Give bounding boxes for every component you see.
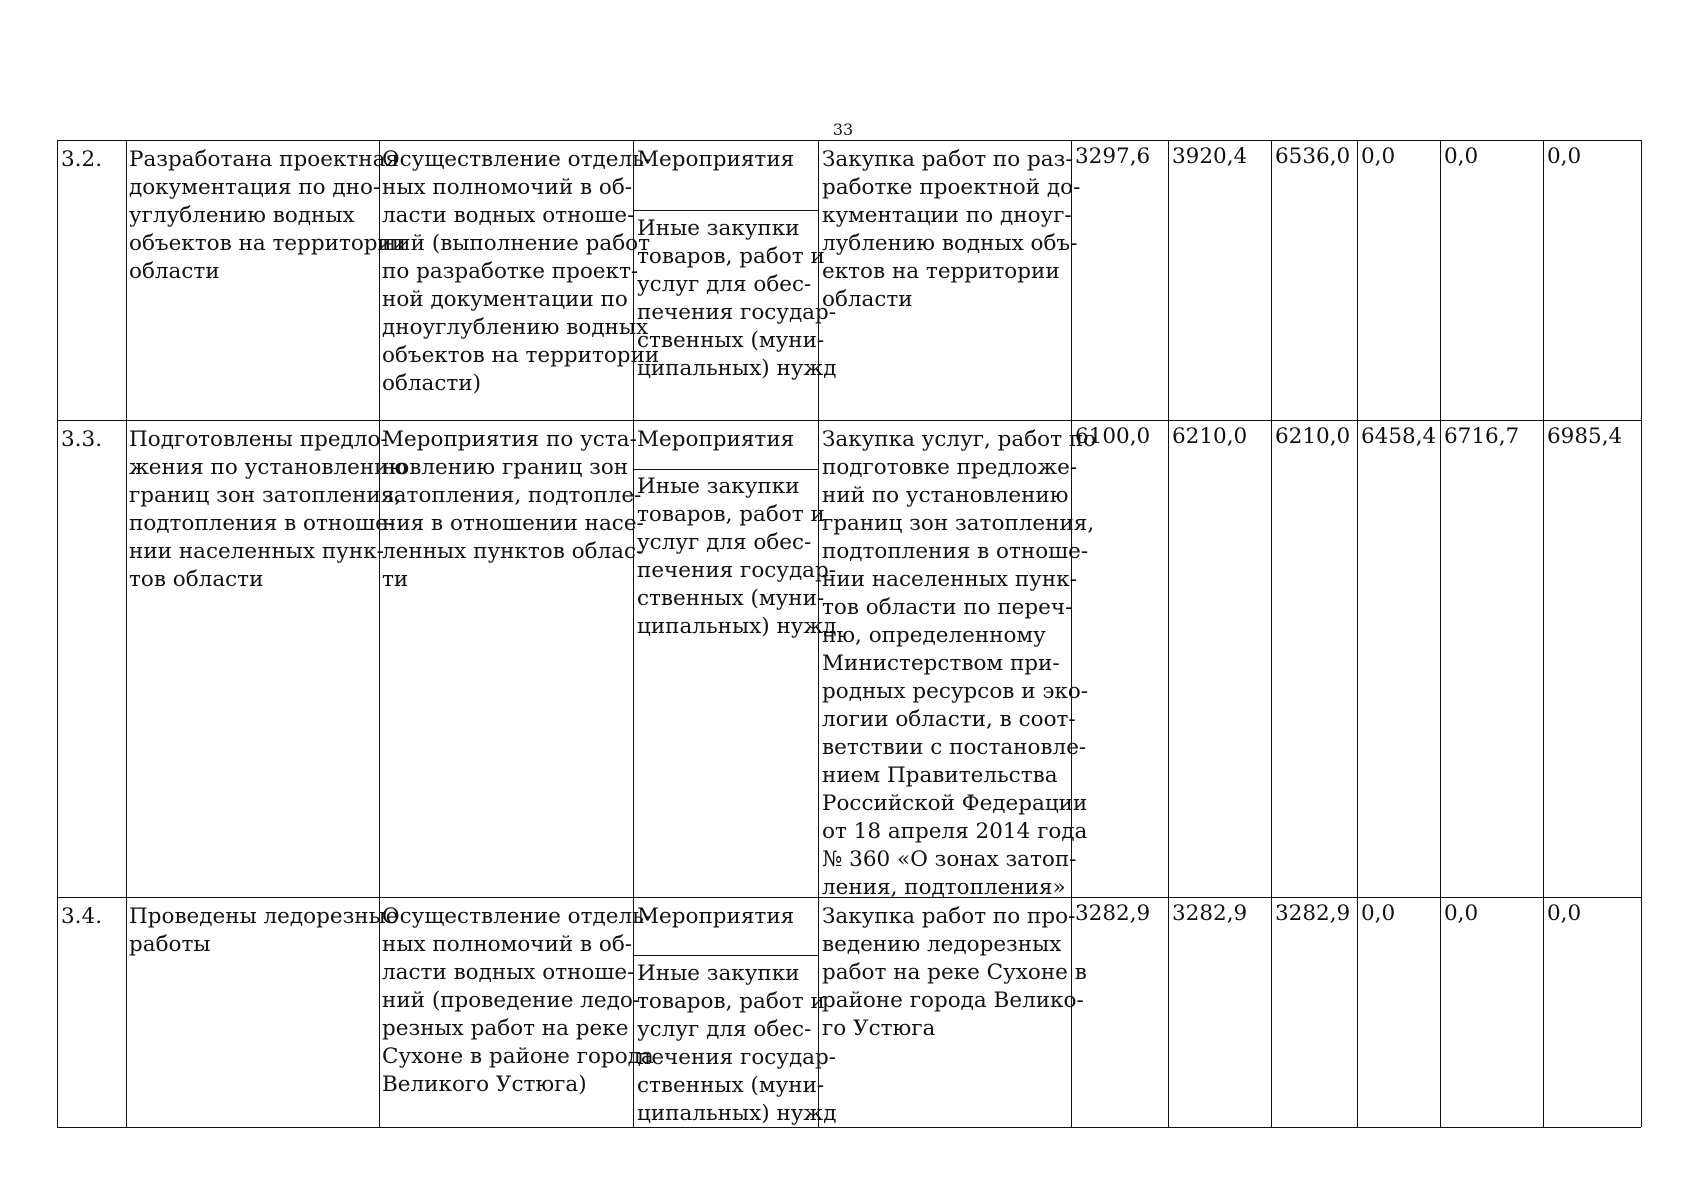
value-year-1: 6100,0 (1075, 424, 1151, 449)
type-label: Мероприятия (637, 147, 795, 172)
column-divider (1168, 140, 1169, 1127)
result-text: Проведены ледорезные работы (129, 904, 399, 957)
column-divider (126, 140, 127, 1127)
measure-text: Осуществление отдель- ных полномочий в об- ласти водных отноше- ний (выполнение работ по разработке проект- ной документации по дноуглублению водных объектов на территории области) (382, 147, 660, 396)
value-year-1: 3297,6 (1075, 144, 1151, 169)
measure-text: Мероприятия по уста- новлению границ зон затопления, подтопле- ния в отношении насе- ленных пунктов облас- ти (382, 427, 644, 592)
description-text: Закупка услуг, работ по подготовке предложе- ний по установлению границ зон затопления, подтопления в отноше- нии населенных пунк- тов области по переч- ню, определенному Министерством при- родных ресурсов и эко- логии области, в соот- ветствии с постановле- нием Правительства Российской Федерации от 18 апреля 2014 года № 360 «О зонах затоп- ления, подтопления» (822, 427, 1097, 900)
value-year-2: 6210,0 (1172, 424, 1248, 449)
row-divider (57, 420, 1641, 421)
value-year-3: 6210,0 (1275, 424, 1351, 449)
value-year-6: 0,0 (1547, 901, 1582, 926)
row-number: 3.3. (61, 427, 103, 452)
type-detail: Иные закупки товаров, работ и услуг для обес- печения государ- ственных (муни- ципальных) нужд (637, 216, 837, 381)
column-divider (379, 140, 380, 1127)
type-cell-divider (633, 210, 818, 211)
row-number: 3.2. (61, 147, 103, 172)
description-text: Закупка работ по про- ведению ледорезных работ на реке Сухоне в районе города Велико- го Устюга (822, 904, 1087, 1041)
column-divider (1440, 140, 1441, 1127)
result-text: Подготовлены предло- жения по установлению границ зон затопления, подтопления в отноше- нии населенных пунк- тов области (129, 427, 408, 592)
type-cell-divider (633, 469, 818, 470)
value-year-5: 6716,7 (1444, 424, 1520, 449)
type-detail: Иные закупки товаров, работ и услуг для обес- печения государ- ственных (муни- ципальных) нужд (637, 961, 837, 1126)
column-divider (1357, 140, 1358, 1127)
table-right-border (1641, 140, 1642, 1127)
value-year-3: 3282,9 (1275, 901, 1351, 926)
value-year-2: 3282,9 (1172, 901, 1248, 926)
value-year-4: 6458,4 (1361, 424, 1437, 449)
column-divider (1271, 140, 1272, 1127)
value-year-4: 0,0 (1361, 901, 1396, 926)
value-year-5: 0,0 (1444, 901, 1479, 926)
type-label: Мероприятия (637, 904, 795, 929)
value-year-6: 0,0 (1547, 144, 1582, 169)
value-year-6: 6985,4 (1547, 424, 1623, 449)
table-left-border (57, 140, 58, 1127)
type-cell-divider (633, 955, 818, 956)
result-text: Разработана проектная документация по дно- углублению водных объектов на территории области (129, 147, 407, 284)
value-year-1: 3282,9 (1075, 901, 1151, 926)
measure-text: Осуществление отдель- ных полномочий в об- ласти водных отноше- ний (проведение ледо- резных работ на реке Сухоне в районе города Великого Устюга) (382, 904, 654, 1097)
type-label: Мероприятия (637, 427, 795, 452)
value-year-2: 3920,4 (1172, 144, 1248, 169)
value-year-3: 6536,0 (1275, 144, 1351, 169)
value-year-5: 0,0 (1444, 144, 1479, 169)
table-top-border (57, 140, 1641, 141)
table-bottom-border (57, 1127, 1641, 1128)
description-text: Закупка работ по раз- работке проектной до- кументации по дноуг- лублению водных объ- ектов на территории области (822, 147, 1081, 312)
type-detail: Иные закупки товаров, работ и услуг для обес- печения государ- ственных (муни- ципальных) нужд (637, 474, 837, 639)
column-divider (1543, 140, 1544, 1127)
value-year-4: 0,0 (1361, 144, 1396, 169)
page-number: 33 (832, 120, 854, 139)
row-number: 3.4. (61, 904, 103, 929)
